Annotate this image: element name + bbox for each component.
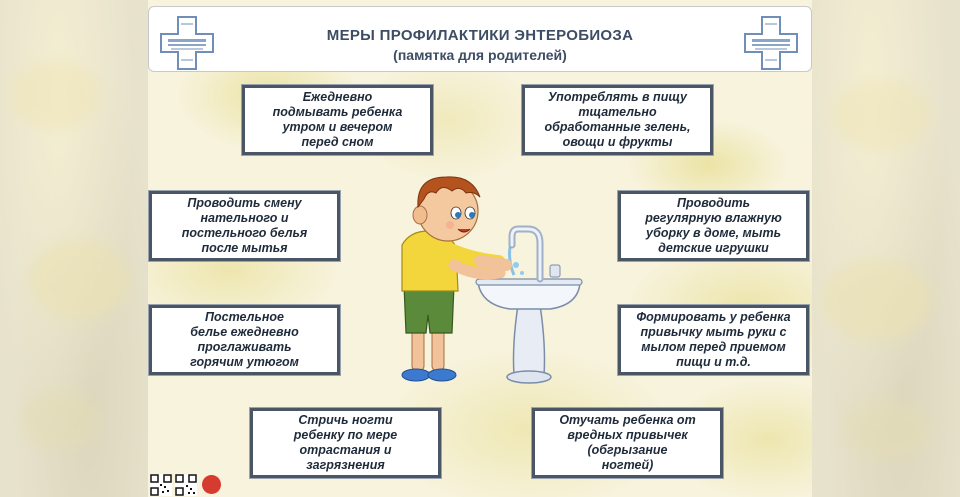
tip-line: Употреблять в пищу bbox=[548, 90, 687, 104]
publisher-logo-icon bbox=[202, 475, 221, 494]
tip-line: Постельное bbox=[205, 310, 284, 324]
tip-line: тщательно bbox=[578, 105, 657, 119]
tip-line: обработанные зелень, bbox=[544, 120, 691, 134]
tip-box-bad-habits bbox=[532, 408, 723, 478]
tip-line: ребенку по мере bbox=[293, 428, 398, 442]
tip-line: постельного белья bbox=[181, 226, 308, 240]
tip-line: детские игрушки bbox=[658, 241, 769, 255]
tip-line: Проводить смену bbox=[187, 196, 302, 210]
tip-line: регулярную влажную bbox=[645, 211, 782, 225]
page-subtitle: (памятка для родителей) bbox=[393, 47, 567, 63]
tip-line: Проводить bbox=[676, 196, 751, 210]
tip-line: ногтей) bbox=[601, 458, 654, 472]
tip-box-change-linen bbox=[149, 191, 340, 261]
background-left-blur bbox=[0, 0, 148, 497]
tip-line: горячим утюгом bbox=[190, 355, 299, 369]
poster-header bbox=[148, 6, 812, 72]
tip-box-iron-linen bbox=[149, 305, 340, 375]
tip-line: утром и вечером bbox=[282, 120, 393, 134]
tip-line: мылом перед приемом bbox=[641, 340, 786, 354]
tip-box-cut-nails bbox=[250, 408, 441, 478]
tip-line: Формировать у ребенка bbox=[636, 310, 791, 324]
tip-line: белье ежедневно bbox=[190, 325, 299, 339]
qr-code-icon bbox=[150, 474, 172, 496]
tip-box-hand-washing bbox=[618, 305, 809, 375]
tip-line: проглаживать bbox=[197, 340, 292, 354]
tip-line: перед сном bbox=[301, 135, 374, 149]
tip-line: Ежедневно bbox=[302, 90, 373, 104]
tip-line: Стричь ногти bbox=[298, 413, 393, 427]
tip-line: вредных привычек bbox=[567, 428, 688, 442]
background-right-blur bbox=[812, 0, 960, 497]
tip-line: Отучать ребенка от bbox=[559, 413, 696, 427]
tip-box-eat-washed bbox=[522, 85, 713, 155]
tip-line: загрязнения bbox=[306, 458, 385, 472]
tip-line: (обгрызание bbox=[587, 443, 668, 457]
tip-line: привычку мыть руки с bbox=[640, 325, 787, 339]
tip-line: подмывать ребенка bbox=[272, 105, 403, 119]
boy-washing-hands-illustration bbox=[390, 165, 590, 390]
qr-code-icon bbox=[175, 474, 197, 496]
tip-line: овощи и фрукты bbox=[562, 135, 673, 149]
tip-line: отрастания и bbox=[299, 443, 392, 457]
medical-cross-logo-icon bbox=[743, 15, 799, 71]
page-title: МЕРЫ ПРОФИЛАКТИКИ ЭНТЕРОБИОЗА bbox=[326, 27, 634, 44]
tip-line: нательного и bbox=[200, 211, 289, 225]
tip-box-wet-cleaning bbox=[618, 191, 809, 261]
tip-line: после мытья bbox=[201, 241, 288, 255]
tip-line: уборку в доме, мыть bbox=[645, 226, 782, 240]
tip-box-daily-wash bbox=[242, 85, 433, 155]
tip-line: пищи и т.д. bbox=[676, 355, 751, 369]
